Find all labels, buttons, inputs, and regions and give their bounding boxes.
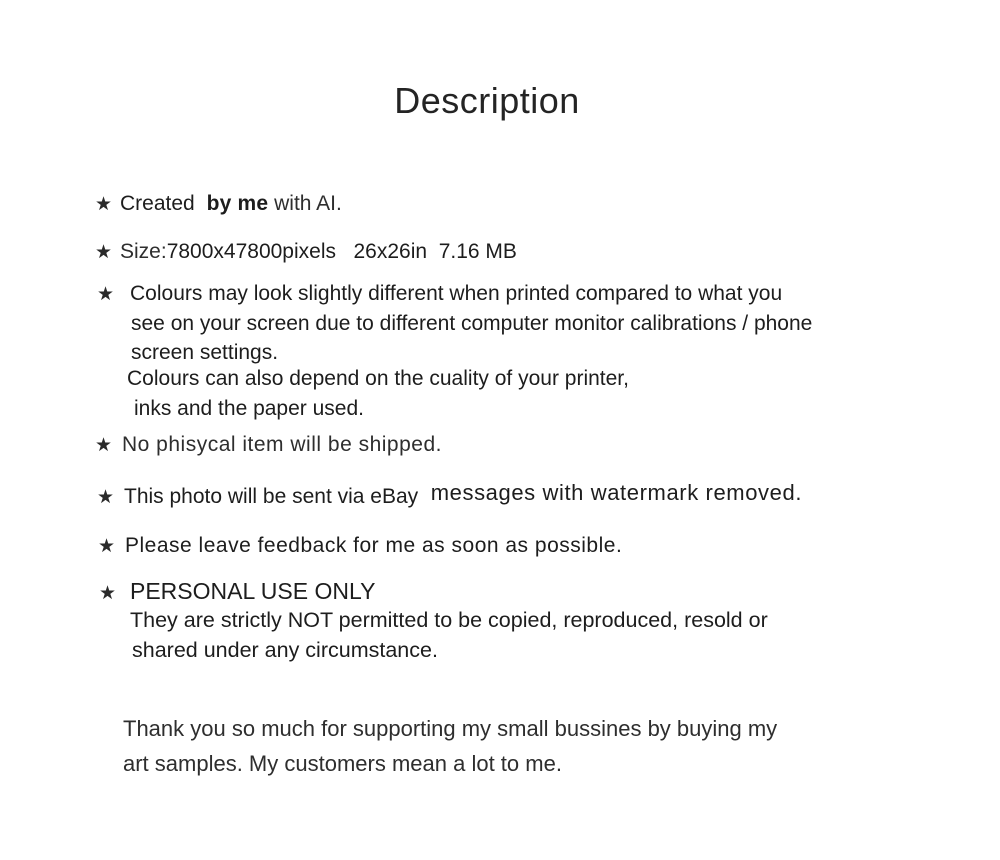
bullet-colours-line-2: see on your screen due to different computer monitor calibrations / phone: [131, 312, 813, 335]
footer-thankyou-line-1: Thank you so much for supporting my small bussines by buying my: [123, 716, 778, 741]
star-icon: ★: [99, 582, 117, 604]
bullet-colours-line-5: inks and the paper used.: [134, 397, 364, 420]
bullet-personal-use-line-1: PERSONAL USE ONLY: [130, 578, 376, 604]
bullet-delivery: [97, 480, 803, 509]
bullet-personal-use-line-2: They are strictly NOT permitted to be copied, reproduced, resold or: [130, 608, 768, 632]
star-icon: ★: [95, 241, 113, 263]
bullet-colours-line-3: screen settings.: [131, 341, 279, 364]
bullet-delivery-text-2: messages with watermark removed.: [424, 480, 803, 505]
bullet-created-text: Created: [120, 192, 201, 215]
star-icon: ★: [95, 193, 113, 215]
star-icon: ★: [98, 535, 116, 557]
star-icon: ★: [97, 486, 115, 508]
bullet-size-label: Size:: [120, 240, 167, 263]
bullet-personal-use: [99, 578, 375, 606]
bullet-created-byme: by me: [200, 192, 269, 215]
star-icon: ★: [97, 283, 115, 305]
bullet-feedback-text: Please leave feedback for me as soon as possible.: [125, 534, 623, 557]
bullet-feedback: [98, 534, 622, 558]
bullet-size-value: 7800x47800pixels 26x26in 7.16 MB: [166, 240, 517, 263]
bullet-created-withai: with AI.: [268, 192, 342, 215]
bullet-personal-use-line-3: shared under any circumstance.: [132, 638, 438, 662]
bullet-shipping: [95, 433, 442, 457]
bullet-created: [95, 192, 342, 216]
page-title: Description: [394, 80, 580, 121]
bullet-delivery-text-1: This photo will be sent via eBay: [124, 485, 424, 508]
star-icon: ★: [95, 434, 113, 456]
footer-thankyou-line-2: art samples. My customers mean a lot to me.: [123, 751, 562, 776]
bullet-colours-line-1: Colours may look slightly different when printed compared to what you: [130, 282, 783, 305]
bullet-size: [95, 240, 517, 264]
bullet-colours: [97, 282, 782, 306]
bullet-shipping-text: No phisycal item will be shipped.: [122, 433, 442, 456]
bullet-colours-line-4: Colours can also depend on the cuality of your printer,: [127, 367, 629, 390]
